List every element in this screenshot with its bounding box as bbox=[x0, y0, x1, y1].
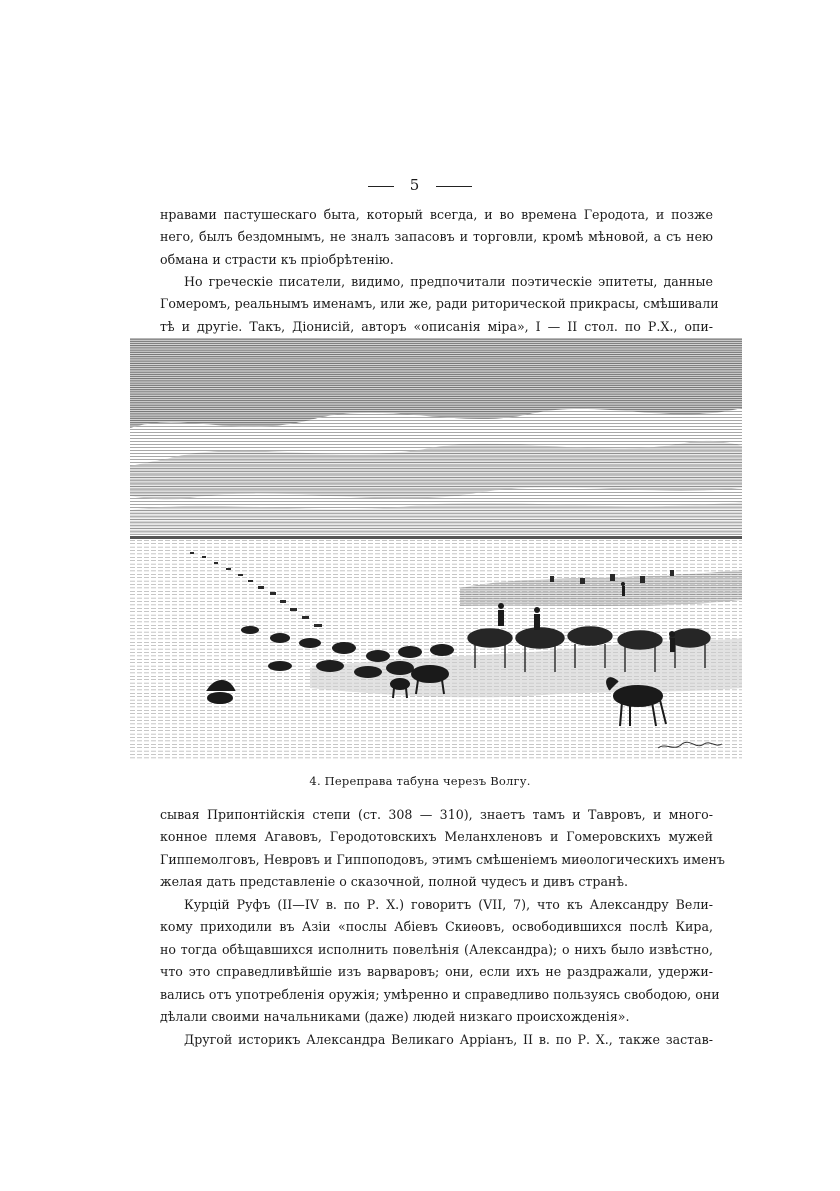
text-line: сывая Припонтійскія степи (ст. 308 — 310), знаетъ тамъ и Тавровъ, и много- bbox=[160, 807, 713, 822]
text-line: Но греческіе писатели, видимо, предпочитали поэтическіе эпитеты, данные bbox=[184, 274, 713, 289]
text-line: что это справедливѣйшіе изъ варваровъ; они, если ихъ не раздражали, удержи- bbox=[160, 964, 713, 980]
text-line: тѣ и другіе. Такъ, Діонисій, авторъ «описанія міра», I — II стол. по Р.Х., опи- bbox=[160, 318, 713, 334]
text-line: вались отъ употребленія оружія; умѣренно и справедливо пользуясь свободою, они bbox=[160, 986, 720, 1002]
text-line: конное племя Агавовъ, Геродотовскихъ Меланхленовъ и Гомеровскихъ мужей bbox=[160, 829, 713, 845]
page-number-value: 5 bbox=[409, 176, 421, 194]
text-line: нравами пастушескаго быта, который всегда, и во времена Геродота, и позже bbox=[160, 207, 713, 222]
text-line: Курцій Руфъ (II—IV в. по Р. X.) говоритъ (VII, 7), что къ Александру Вели- bbox=[184, 897, 713, 912]
text-line: обмана и страсти къ пріобрѣтенію. bbox=[160, 251, 394, 267]
text-line: Гиппемолговъ, Невровъ и Гиппоподовъ, этимъ смѣшеніемъ миѳологическихъ именъ bbox=[160, 851, 725, 867]
text-line: него, былъ бездомнымъ, не зналъ запасовъ и торговли, кромѣ мѣновой, а съ нею bbox=[160, 229, 713, 245]
paragraph-curtius bbox=[160, 894, 720, 1028]
cloud-band-lower bbox=[130, 502, 742, 534]
text-line: кому приходили въ Азіи «послы Абіевъ Скиѳовъ, освободившихся послѣ Кира, bbox=[160, 919, 713, 935]
figure-caption: 4. Переправа табуна черезъ Волгу. bbox=[309, 774, 531, 788]
text-line: Другой историкъ Александра Великаго Арріанъ, II в. по Р. X., также застав- bbox=[184, 1032, 713, 1047]
text-line: но тогда обѣщавшихся исполнить повелѣнія (Александра); о нихъ было извѣстно, bbox=[160, 941, 713, 957]
text-line: дѣлали своими начальниками (даже) людей низкаго происхожденія». bbox=[160, 1009, 630, 1025]
page-number-rule-left bbox=[368, 186, 394, 187]
text-line: Гомеромъ, реальнымъ именамъ, или же, ради риторической прикрасы, смѣшивали bbox=[160, 296, 719, 312]
text-line: желая дать представленіе о сказочной, полной чудесъ и дивъ странѣ. bbox=[160, 874, 628, 890]
page-number bbox=[0, 176, 840, 194]
paragraph-arrian bbox=[160, 1029, 713, 1051]
horizon-line bbox=[130, 536, 742, 539]
paragraph-pastoral bbox=[160, 204, 713, 271]
paragraph-greek-writers bbox=[160, 271, 719, 338]
horse-herd-illustration bbox=[130, 338, 742, 760]
page-number-rule-right bbox=[436, 186, 472, 187]
paragraph-pontic-steppes bbox=[160, 804, 725, 894]
